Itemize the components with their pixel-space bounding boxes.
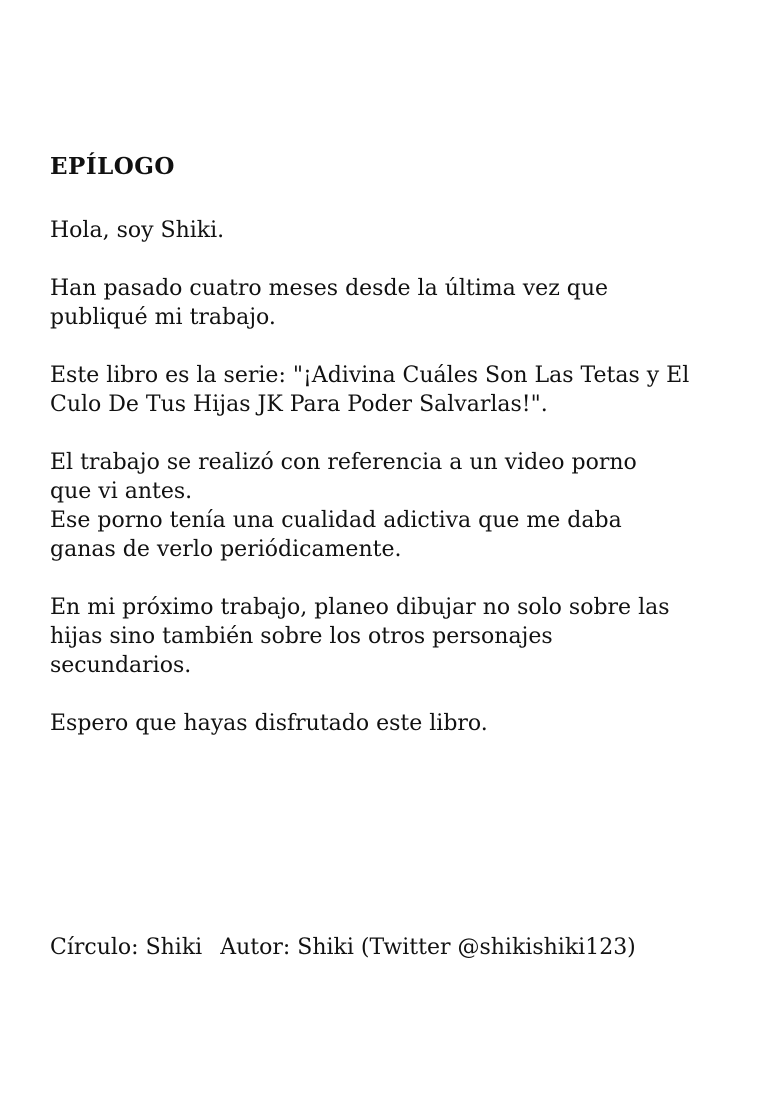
author-credit: Autor: Shiki (Twitter @shikishiki123): [220, 935, 636, 960]
paragraph-months: Han pasado cuatro meses desde la última vez que publiqué mi trabajo.: [50, 276, 609, 330]
paragraph-next-work: En mi próximo trabajo, planeo dibujar no solo sobre las hijas sino también sobre los otros personajes secundarios.: [50, 595, 670, 678]
credits-footer: [50, 933, 636, 962]
paragraph-reference: El trabajo se realizó con referencia a un video porno que vi antes. Ese porno tenía una cualidad adictiva que me daba ganas de verlo periódicamente.: [50, 450, 637, 562]
paragraph-series: Este libro es la serie: "¡Adivina Cuáles Son Las Tetas y El Culo De Tus Hijas JK Para Poder Salvarlas!".: [50, 363, 690, 417]
body-text: [50, 216, 730, 767]
page-title: EPÍLOGO: [50, 153, 175, 180]
circle-credit: Círculo: Shiki: [50, 935, 203, 960]
paragraph-greeting: Hola, soy Shiki.: [50, 218, 225, 243]
paragraph-closing: Espero que hayas disfrutado este libro.: [50, 711, 488, 736]
